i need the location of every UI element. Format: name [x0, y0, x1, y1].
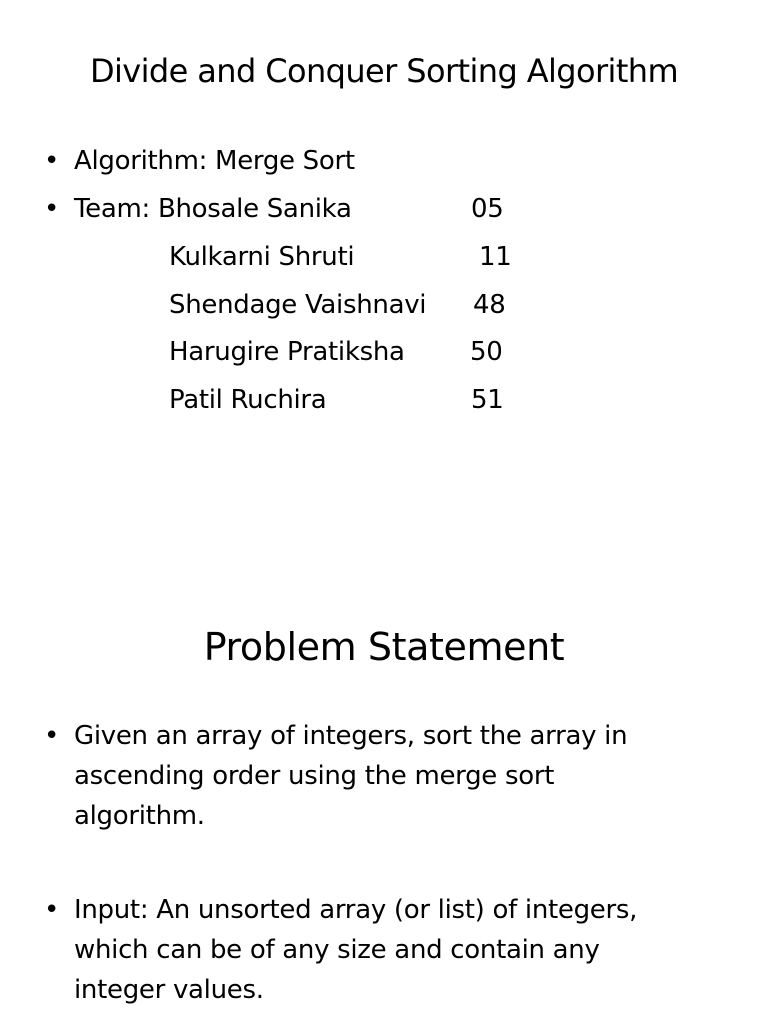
team-member-number: 51 [471, 385, 504, 415]
team-label: Team: Bhosale Sanika [74, 194, 352, 224]
input-line: which can be of any size and contain any [74, 935, 600, 965]
bullet-dot-icon: • [44, 146, 60, 176]
team-member-name: Kulkarni Shruti [169, 242, 355, 272]
statement-line: algorithm. [74, 801, 205, 831]
team-member-number: 05 [471, 194, 504, 224]
slide-problem-statement [0, 512, 768, 1024]
bullet-dot-icon: • [44, 194, 60, 224]
statement-text [74, 716, 734, 836]
input-text [74, 890, 734, 1010]
team-member-number: 50 [470, 337, 503, 367]
team-member-name: Patil Ruchira [169, 385, 327, 415]
team-member-name: Harugire Pratiksha [169, 337, 405, 367]
input-line: integer values. [74, 975, 264, 1005]
slide-title: Divide and Conquer Sorting Algorithm [89, 52, 679, 90]
bullet-dot-icon: • [44, 721, 60, 751]
algorithm-text: Algorithm: Merge Sort [74, 146, 355, 176]
input-line: Input: An unsorted array (or list) of integers, [74, 895, 638, 925]
team-member-number: 48 [473, 290, 506, 320]
statement-line: Given an array of integers, sort the array in [74, 721, 628, 751]
statement-line: ascending order using the merge sort [74, 761, 555, 791]
team-member-number: 11 [479, 242, 512, 272]
bullet-dot-icon: • [44, 895, 60, 925]
slide-title: Problem Statement [203, 625, 565, 669]
team-member-name: Shendage Vaishnavi [169, 290, 427, 320]
